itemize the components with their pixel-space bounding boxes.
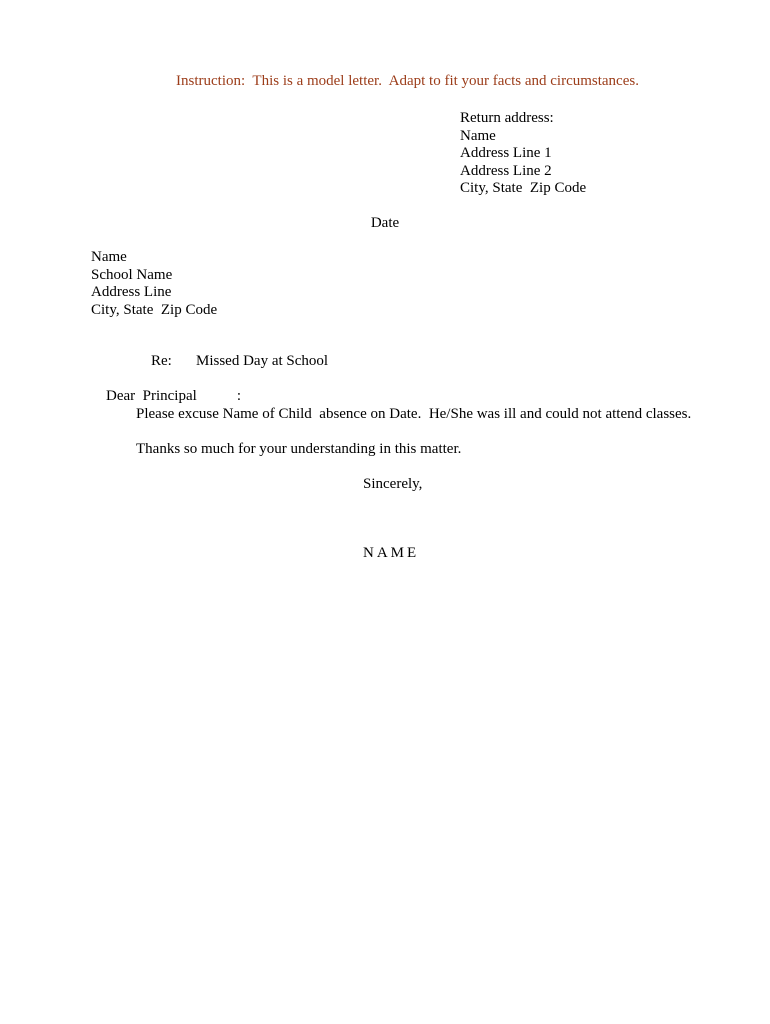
salutation-greeting: Dear Principal	[106, 388, 197, 404]
return-address-block	[460, 110, 586, 198]
subject-label: Re:	[151, 353, 172, 369]
letter-date: Date	[370, 215, 400, 231]
body-paragraph-1: Please excuse Name of Child absence on Date. He/She was ill and could not attend classes.	[136, 406, 692, 422]
body-paragraph-2: Thanks so much for your understanding in this matter.	[136, 441, 462, 457]
subject-text: Missed Day at School	[196, 353, 329, 369]
recipient-address: Address Line	[91, 284, 172, 300]
instruction-note: Instruction: This is a model letter. Adapt to fit your facts and circumstances.	[176, 73, 639, 89]
recipient-city-state-zip: City, State Zip Code	[91, 301, 218, 318]
signature-name: NAME	[363, 545, 420, 561]
return-address-line-1: Address Line 1	[460, 145, 552, 161]
return-address-line-2: Address Line 2	[460, 162, 552, 179]
recipient-address-block	[91, 249, 217, 319]
return-address-city-state-zip: City, State Zip Code	[460, 180, 587, 196]
salutation-punct: :	[236, 388, 241, 404]
recipient-school: School Name	[91, 266, 173, 283]
return-address-heading: Return address:	[460, 110, 554, 126]
closing: Sincerely,	[363, 476, 423, 492]
recipient-name: Name	[91, 249, 127, 265]
return-address-name: Name	[460, 127, 496, 144]
